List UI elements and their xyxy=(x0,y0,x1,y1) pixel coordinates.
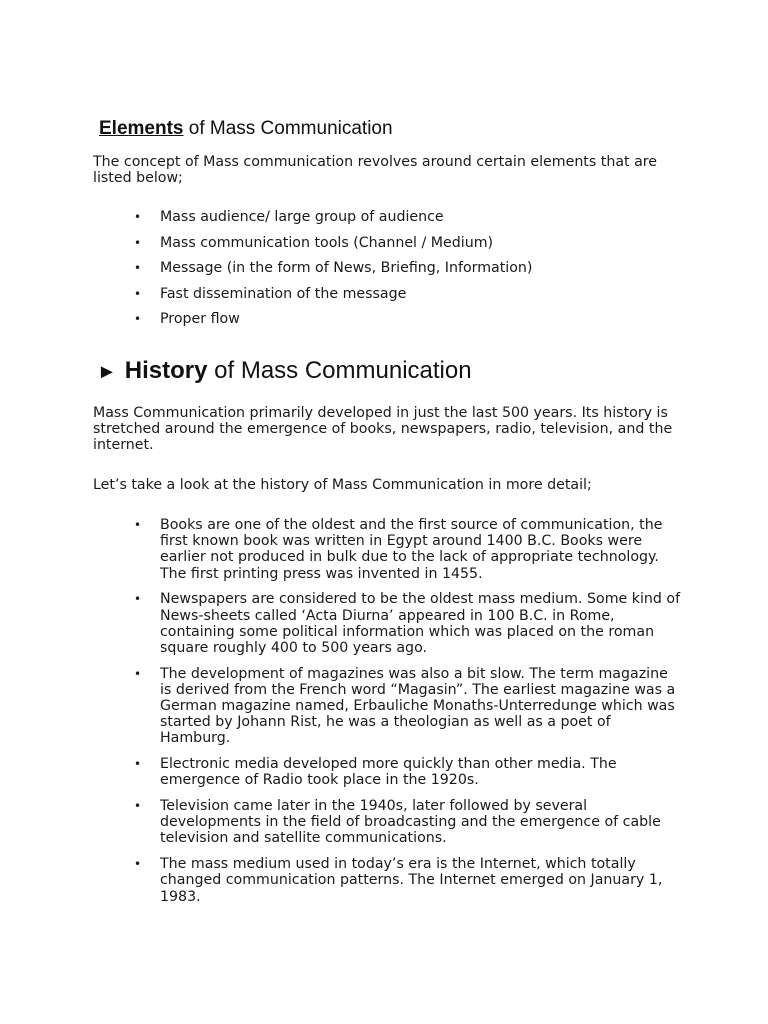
list-item: • The development of magazines was also a bit slow. The term magazine is derived from the French word “Magasin”. The earliest magazine was a German magazine named, Erbauliche Monaths-Unterredunge which was started by Johann Rist, he was a theologian as well as a poet of Hamburg. xyxy=(134,665,676,747)
bullet-icon: • xyxy=(134,518,142,532)
list-item: • Mass communication tools (Channel / Medium) xyxy=(134,234,494,251)
bullet-icon: • xyxy=(134,235,142,250)
elements-heading-rest: of Mass Communication xyxy=(183,118,393,139)
bullet-icon: • xyxy=(134,857,142,872)
bullet-icon: • xyxy=(134,757,142,772)
history-heading-rest: of Mass Communication xyxy=(207,357,472,384)
list-item: • The mass medium used in today’s era is the Internet, which totally changed communication patterns. The Internet emerged on January 1, 1983. xyxy=(134,856,663,905)
elements-list xyxy=(93,208,683,328)
elements-intro: The concept of Mass communication revolves around certain elements that are listed below; xyxy=(93,154,658,186)
list-item: • Television came later in the 1940s, later followed by several developments in the field of broadcasting and the emergence of cable television and satellite communications. xyxy=(134,798,661,847)
elements-heading xyxy=(99,116,683,142)
arrow-icon: ► xyxy=(97,361,117,383)
list-item: • Proper flow xyxy=(134,311,240,327)
bullet-icon: • xyxy=(134,666,142,681)
bullet-icon: • xyxy=(134,210,142,224)
history-heading xyxy=(97,356,683,387)
list-item: • Newspapers are considered to be the oldest mass medium. Some kind of News-sheets called ‘Acta Diurna’ appeared in 100 B.C. in Rome, containing some political information which was placed on the roman square roughly 400 to 500 years ago. xyxy=(134,591,681,656)
history-heading-keyword: History xyxy=(124,357,208,384)
history-paragraph-2: Let’s take a look at the history of Mass Communication in more detail; xyxy=(93,477,592,493)
bullet-icon: • xyxy=(134,261,142,275)
list-item: • Books are one of the oldest and the first source of communication, the first known book was written in Egypt around 1400 B.C. Books were earlier not produced in bulk due to the lack of appropriate technology. The first printing press was invented in 1455. xyxy=(134,517,663,582)
bullet-icon: • xyxy=(134,799,142,814)
history-paragraph-1: Mass Communication primarily developed in just the last 500 years. Its history is stretched around the emergence of books, newspapers, radio, television, and the internet. xyxy=(93,405,673,453)
history-list xyxy=(93,517,683,905)
elements-heading-keyword: Elements xyxy=(99,118,184,139)
list-item: • Mass audience/ large group of audience xyxy=(134,209,444,225)
document-page xyxy=(93,116,683,914)
bullet-icon: • xyxy=(134,592,142,607)
list-item: • Message (in the form of News, Briefing, Information) xyxy=(134,260,533,276)
list-item: • Electronic media developed more quickly than other media. The emergence of Radio took place in the 1920s. xyxy=(134,756,617,789)
list-item: • Fast dissemination of the message xyxy=(134,285,407,302)
bullet-icon: • xyxy=(134,312,142,326)
bullet-icon: • xyxy=(134,286,142,301)
